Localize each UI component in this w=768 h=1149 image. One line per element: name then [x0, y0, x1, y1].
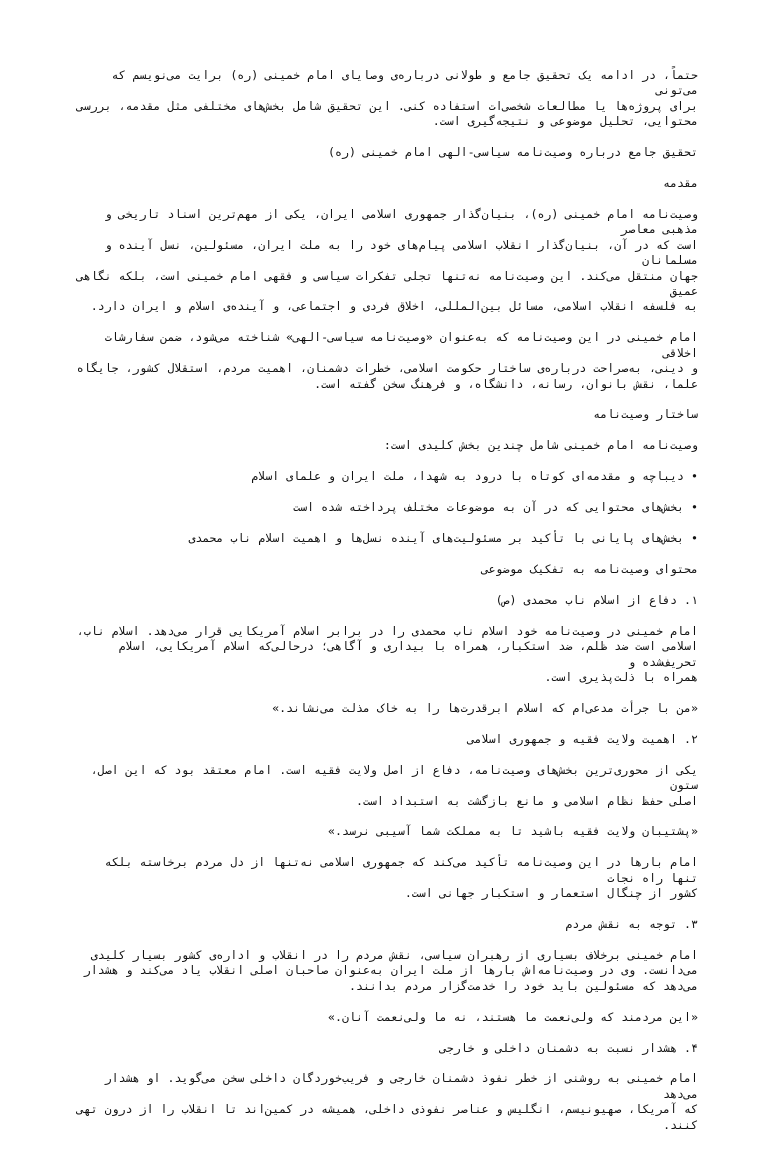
content-heading: محتوای وصیت‌نامه به تفکیک موضوعی: [481, 561, 698, 576]
section-1-paragraph: امام خمینی در وصیت‌نامه خود اسلام ناب محمدی را در برابر اسلام آمریکایی قرار می‌دهد. اسلام ناب، اسلامی است ضد ظلم، ضد استکبار، همراه با بیداری و آگاهی؛ درحالی‌که اسلام آمریکایی، اسلام تحریف‌شده و همراه با ذلت‌پذیری است.: [76, 623, 698, 684]
document-title: تحقیق جامع درباره وصیت‌نامه سیاسی-الهی امام خمینی (ره): [328, 145, 698, 160]
section-2-paragraph: یکی از محوری‌ترین بخش‌های وصیت‌نامه، دفاع از اصل ولایت فقیه است. امام معتقد بود که این اصل، ستون اصلی حفظ نظام اسلامی و مانع بازگشت به استبداد است.: [90, 762, 698, 808]
intro-paragraph: حتماً، در ادامه یک تحقیق جامع و طولانی درباره‌ی وصایای امام خمینی (ره) برایت می‌نویسم که می‌تونی برای پروژه‌ها یا مطالعات شخصی‌ات استفاده کنی. این تحقیق شامل بخش‌های مختلفی مثل مقدمه، بررسی محتوایی، تحلیل موضوعی و نتیجه‌گیری است.: [76, 68, 698, 129]
intro-paragraph-1: وصیت‌نامه امام خمینی (ره)، بنیان‌گذار جمهوری اسلامی ایران، یکی از مهم‌ترین اسناد تاریخی و مذهبی معاصر است که در آن، بنیان‌گذار انقلاب اسلامی پیام‌های خود را به ملت ایران، مسئولین، نسل آینده و مسلمانان جهان منتقل می‌کند. این وصیت‌نامه نه‌تنها تجلی تفکرات سیاسی و فقهی امام خمینی است، بلکه نگاهی عمیق به فلسفه انقلاب اسلامی، مسائل بین‌المللی، اخلاق فردی و اجتماعی، و آینده‌ی اسلام و ایران دارد.: [76, 206, 698, 314]
section-3-quote: «این مردمند که ولی‌نعمت ما هستند، نه ما ولی‌نعمت آنان.»: [328, 1009, 698, 1024]
section-3-paragraph: امام خمینی برخلاف بسیاری از رهبران سیاسی، نقش مردم را در انقلاب و اداره‌ی کشور بسیار کلیدی می‌دانست. وی در وصیت‌نامه‌اش بارها از ملت ایران به‌عنوان صاحبان اصلی انقلاب یاد می‌کند و هشدار می‌دهد که مسئولین باید خود را خدمت‌گزار مردم بدانند.: [83, 947, 698, 993]
section-1-quote: «من با جرأت مدعی‌ام که اسلام ابرقدرت‌ها را به خاک مذلت می‌نشاند.»: [272, 700, 698, 715]
bullet-item: • بخش‌های پایانی با تأکید بر مسئولیت‌های آینده نسل‌ها و اهمیت اسلام ناب محمدی: [188, 531, 698, 546]
section-2-paragraph-2: امام بارها در این وصیت‌نامه تأکید می‌کند که جمهوری اسلامی نه‌تنها از دل مردم برخاسته بلکه تنها راه نجات کشور از چنگال استعمار و استکبار جهانی است.: [104, 855, 698, 901]
structure-heading: ساختار وصیت‌نامه: [593, 407, 698, 422]
section-2-quote: «پشتیبان ولایت فقیه باشید تا به مملکت شما آسیبی نرسد.»: [328, 824, 698, 839]
bullet-item: • بخش‌های محتوایی که در آن به موضوعات مختلف پرداخته شده است: [293, 500, 698, 515]
bullet-item: • دیباچه و مقدمه‌ای کوتاه با درود به شهدا، ملت ایران و علمای اسلام: [251, 469, 698, 484]
intro-heading: مقدمه: [663, 176, 698, 191]
section-2-heading: ۲. اهمیت ولایت فقیه و جمهوری اسلامی: [467, 731, 698, 746]
section-4-paragraph: امام خمینی به روشنی از خطر نفوذ دشمنان خارجی و فریب‌خوردگان داخلی سخن می‌گوید. او هشدار می‌دهد که آمریکا، صهیونیسم، انگلیس و عناصر نفوذی داخلی، همیشه در کمین‌اند تا انقلاب را از درون تهی کنند.: [76, 1071, 698, 1132]
section-3-heading: ۳. توجه به نقش مردم: [565, 917, 698, 932]
section-4-heading: ۴. هشدار نسبت به دشمنان داخلی و خارجی: [439, 1040, 698, 1055]
section-1-heading: ۱. دفاع از اسلام ناب محمدی (ص): [495, 592, 698, 607]
intro-paragraph-2: امام خمینی در این وصیت‌نامه که به‌عنوان «وصیت‌نامه سیاسی-الهی» شناخته می‌شود، ضمن سفارشات اخلاقی و دینی، به‌صراحت درباره‌ی ساختار حکومت اسلامی، خطرات دشمنان، اهمیت مردم، استقلال کشور، جایگاه علما، نقش بانوان، رسانه، دانشگاه، و فرهنگ سخن گفته است.: [76, 330, 698, 391]
structure-lead: وصیت‌نامه امام خمینی شامل چندین بخش کلیدی است:: [383, 438, 698, 453]
document-page: [70, 68, 698, 1149]
